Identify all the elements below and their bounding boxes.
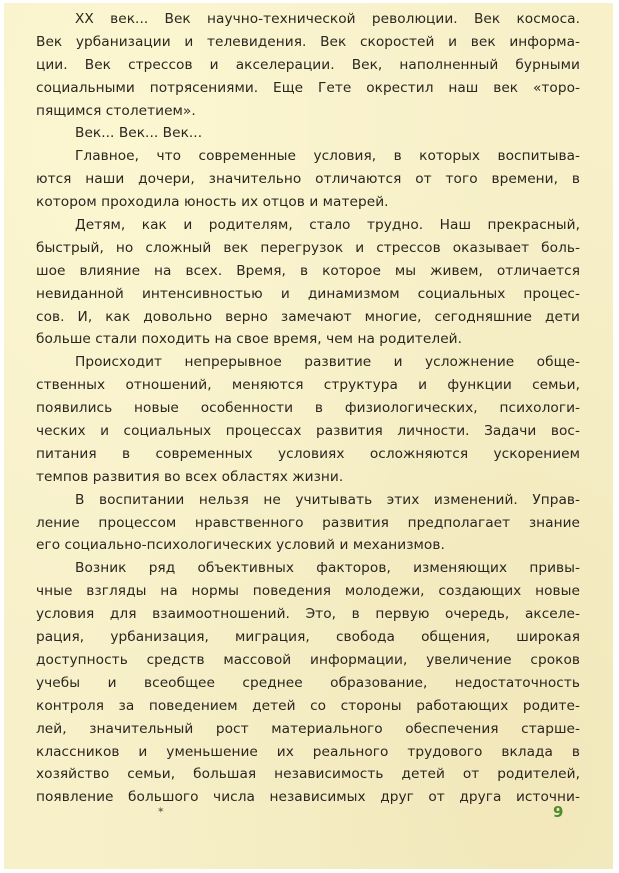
text-line: XX век... Век научно-технической революции. Век космоса. xyxy=(75,11,580,27)
text-line: лей, значительный рост материального обеспечения старше- xyxy=(36,720,580,737)
text-line: хозяйство семьи, большая независимость детей от родителей, xyxy=(36,766,580,783)
text-line: классников и уменьшение их реального трудового вклада в xyxy=(36,743,580,760)
page-number: 9 xyxy=(553,803,564,821)
text-line: ление процессом нравственного развития предполагает знание xyxy=(36,514,580,531)
text-line: сов. И, как довольно верно замечают многие, сегодняшние дети xyxy=(36,308,580,325)
text-line: котором проходила юность их отцов и матерей. xyxy=(36,194,389,211)
text-line: невиданной интенсивностью и динамизмом социальных процес- xyxy=(36,285,580,302)
text-line: условия для взаимоотношений. Это, в первую очередь, акселе- xyxy=(36,606,580,623)
text-line: шое влияние на всех. Время, в которое мы живем, отличается xyxy=(36,262,580,279)
text-line: темпов развития во всех областях жизни. xyxy=(36,468,344,485)
text-line: рация, урбанизация, миграция, свобода общения, широкая xyxy=(36,629,580,646)
text-line: учебы и всеобщее среднее образование, недостаточность xyxy=(36,674,580,691)
text-line: социальными потрясениями. Еще Гете окрестил наш век «торо- xyxy=(36,79,580,96)
text-line: Детям, как и родителям, стало трудно. Наш прекрасный, xyxy=(75,217,580,234)
text-line: ются наши дочери, значительно отличаются от того времени, в xyxy=(36,171,580,188)
text-line: доступность средств массовой информации, увеличение сроков xyxy=(36,651,580,668)
print-speck: ✶ xyxy=(157,806,165,816)
text-line: Век урбанизации и телевидения. Век скоростей и век информа- xyxy=(36,33,580,50)
text-line: контроля за поведением детей со стороны работающих родите- xyxy=(36,697,580,714)
text-line: ческих и социальных процессах развития личности. Задачи вос- xyxy=(36,423,580,440)
book-page xyxy=(4,3,613,869)
text-line: чные взгляды на нормы поведения молодежи, создающих новые xyxy=(36,583,580,600)
text-line: появление большого числа независимых друг от друга источни- xyxy=(36,789,580,806)
text-line: Возник ряд объективных факторов, изменяющих привы- xyxy=(75,560,580,577)
text-line: появились новые особенности в физиологических, психологи- xyxy=(36,400,580,417)
text-line: Происходит непрерывное развитие и усложнение обще- xyxy=(75,354,580,371)
text-line: питания в современных условиях осложняются ускорением xyxy=(36,445,580,462)
text-line: Главное, что современные условия, в которых воспитыва- xyxy=(75,148,580,165)
text-line: ции. Век стрессов и акселерации. Век, наполненный бурными xyxy=(36,56,580,73)
text-line: Век... Век... Век... xyxy=(75,125,203,142)
body-text xyxy=(36,8,580,809)
text-line: ственных отношений, меняются структура и функции семьи, xyxy=(36,377,580,394)
text-line: В воспитании нельзя не учитывать этих изменений. Управ- xyxy=(75,491,580,508)
text-line: быстрый, но сложный век перегрузок и стрессов оказывает боль- xyxy=(36,239,580,256)
text-line: больше стали походить на свое время, чем на родителей. xyxy=(36,331,463,348)
text-line: пящимся столетием». xyxy=(36,102,196,119)
text-line: его социально-психологических условий и механизмов. xyxy=(36,537,445,554)
